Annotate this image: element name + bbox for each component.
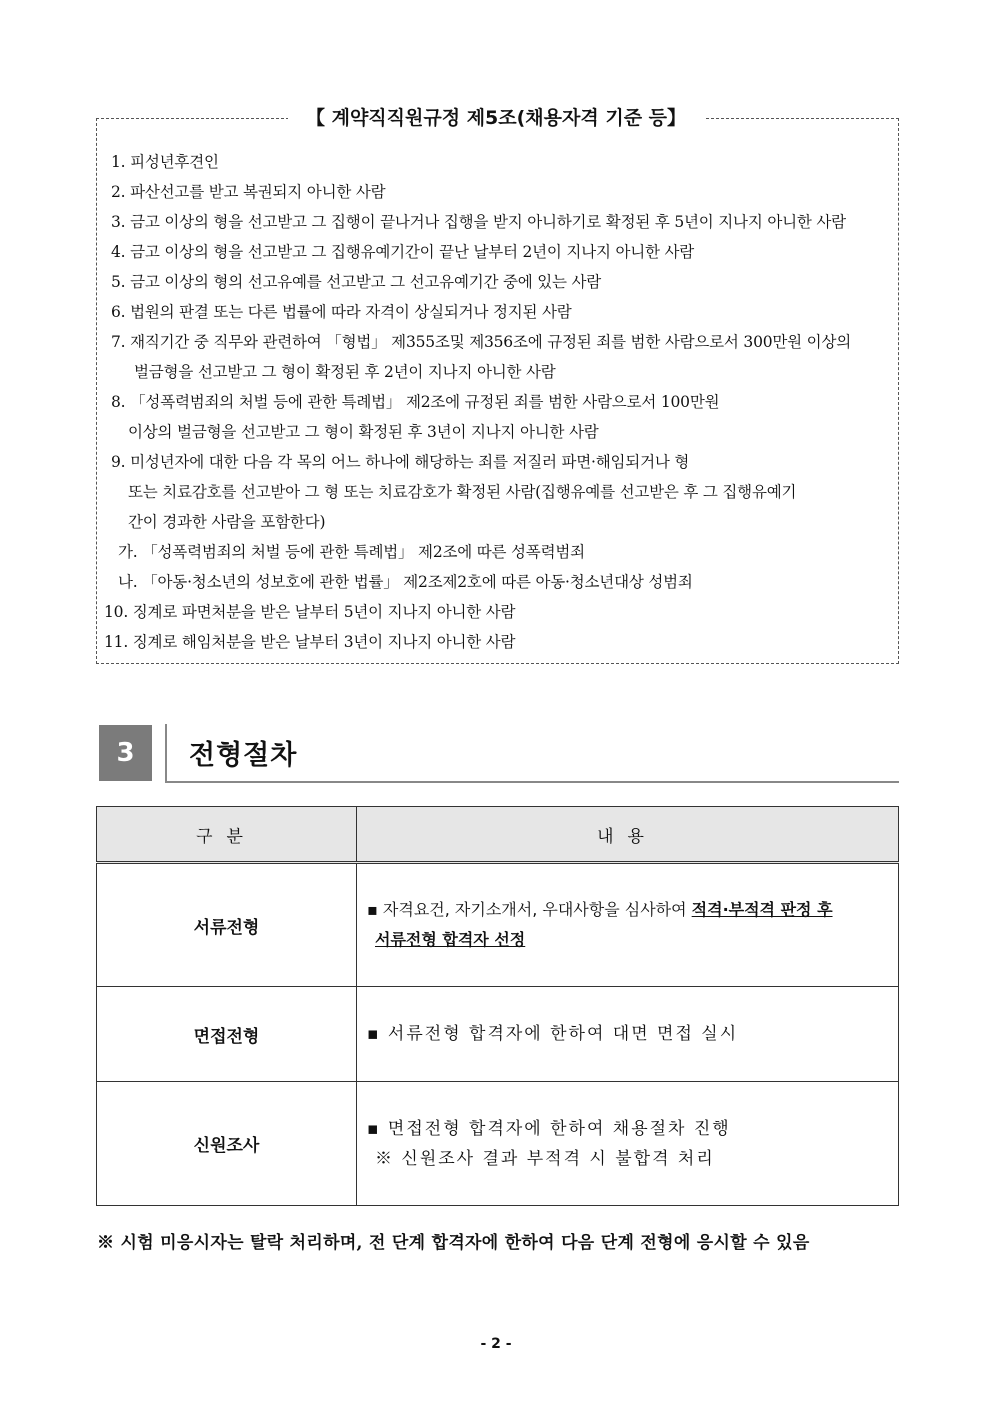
stage-name: 신원조사 xyxy=(97,1082,357,1206)
section-title: 전형절차 xyxy=(189,740,298,771)
regulation-item: 가. 「성폭력범죄의 처벌 등에 관한 특례법」 제2조에 따른 성폭력범죄 xyxy=(118,543,585,561)
desc-emphasis: 서류전형 합격자 선정 xyxy=(375,930,526,949)
stage-name: 서류전형 xyxy=(97,863,357,987)
procedure-table xyxy=(96,806,899,1206)
regulation-title: 【 계약직직원규정 제5조(채용자격 기준 등】 xyxy=(0,103,992,130)
table-header-row xyxy=(97,807,899,863)
regulation-item: 5. 금고 이상의 형의 선고유예를 선고받고 그 선고유예기간 중에 있는 사람 xyxy=(111,273,602,291)
table-row xyxy=(97,987,899,1082)
table-row xyxy=(97,863,899,987)
section-underline xyxy=(165,781,899,783)
stage-description xyxy=(357,863,899,987)
regulation-item: 또는 치료감호를 선고받아 그 형 또는 치료감호가 확정된 사람(집행유예를 선고받은 후 그 집행유예기 xyxy=(128,483,797,501)
regulation-item: 벌금형을 선고받고 그 형이 확정된 후 2년이 지나지 아니한 사람 xyxy=(134,363,556,381)
desc-note: ※ 신원조사 결과 부적격 시 불합격 처리 xyxy=(375,1148,715,1169)
regulation-item: 1. 피성년후견인 xyxy=(111,153,219,171)
stage-name: 면접전형 xyxy=(97,987,357,1082)
regulation-item: 7. 재직기간 중 직무와 관련하여 「형법」 제355조및 제356조에 규정된 죄를 범한 사람으로서 300만원 이상의 xyxy=(111,333,851,351)
section-number: 3 xyxy=(99,725,152,781)
regulation-item: 이상의 벌금형을 선고받고 그 형이 확정된 후 3년이 지나지 아니한 사람 xyxy=(128,423,599,441)
page-number: - 2 - xyxy=(480,1336,512,1352)
stage-description: ▪ 서류전형 합격자에 한하여 대면 면접 실시 xyxy=(357,987,899,1082)
regulation-item: 4. 금고 이상의 형을 선고받고 그 집행유예기간이 끝난 날부터 2년이 지나지 아니한 사람 xyxy=(111,243,695,261)
regulation-item: 10. 징계로 파면처분을 받은 날부터 5년이 지나지 아니한 사람 xyxy=(104,603,516,621)
regulation-item: 9. 미성년자에 대한 다음 각 목의 어느 하나에 해당하는 죄를 저질러 파면·해임되거나 형 xyxy=(111,453,690,471)
regulation-item: 8. 「성폭력범죄의 처벌 등에 관한 특례법」 제2조에 규정된 죄를 범한 사람으로서 100만원 xyxy=(111,393,720,411)
regulation-item: 11. 징계로 해임처분을 받은 날부터 3년이 지나지 아니한 사람 xyxy=(104,633,516,651)
regulation-item: 나. 「아동·청소년의 성보호에 관한 법률」 제2조제2호에 따른 아동·청소년대상 성범죄 xyxy=(118,573,693,591)
desc-text: ▪ 자격요건, 자기소개서, 우대사항을 심사하여 xyxy=(367,900,692,919)
desc-text: ▪ 면접전형 합격자에 한하여 채용절차 진행 xyxy=(367,1118,731,1139)
regulation-item: 3. 금고 이상의 형을 선고받고 그 집행이 끝나거나 집행을 받지 아니하기로 확정된 후 5년이 지나지 아니한 사람 xyxy=(111,213,846,231)
footnote: ※ 시험 미응시자는 탈락 처리하며, 전 단계 합격자에 한하여 다음 단계 전형에 응시할 수 있음 xyxy=(97,1233,810,1253)
regulation-item: 6. 법원의 판결 또는 다른 법률에 따라 자격이 상실되거나 정지된 사람 xyxy=(111,303,572,321)
stage-description xyxy=(357,1082,899,1206)
regulation-item: 간이 경과한 사람을 포함한다) xyxy=(128,513,326,531)
table-row xyxy=(97,1082,899,1206)
regulation-item: 2. 파산선고를 받고 복권되지 아니한 사람 xyxy=(111,183,386,201)
section-divider xyxy=(165,724,167,782)
desc-emphasis: 적격·부적격 판정 후 xyxy=(691,900,833,919)
header-content: 내용 xyxy=(357,807,899,863)
header-category: 구분 xyxy=(97,807,357,863)
